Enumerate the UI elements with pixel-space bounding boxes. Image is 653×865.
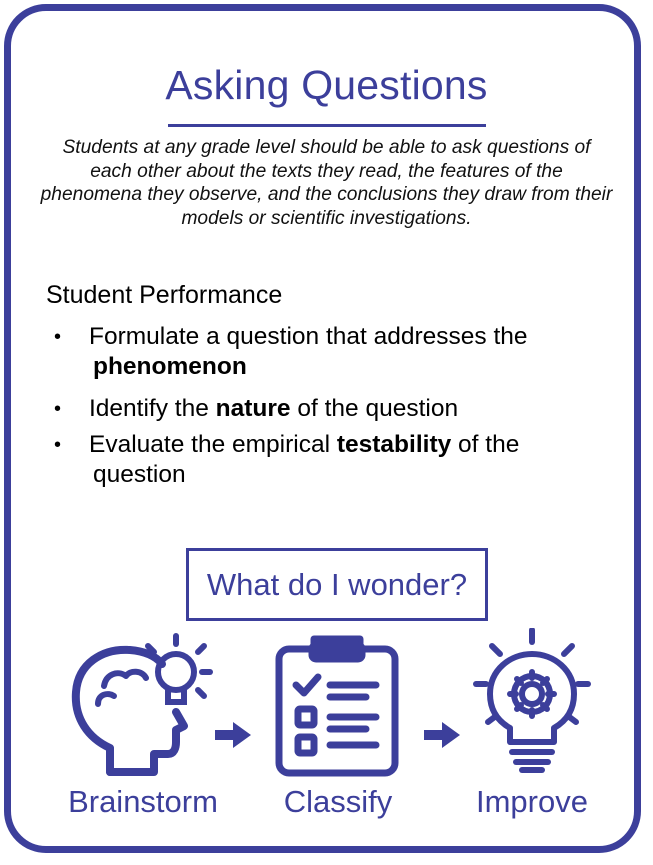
list-item bbox=[54, 394, 458, 424]
right-arrow-icon bbox=[424, 722, 460, 748]
section-heading: Student Performance bbox=[46, 281, 283, 309]
step-label-classify: Classify bbox=[283, 784, 393, 819]
bullet-text-after: of the question bbox=[290, 395, 459, 422]
clipboard-checklist-icon bbox=[274, 633, 400, 777]
step-label-improve: Improve bbox=[476, 784, 588, 819]
prompt-box bbox=[186, 548, 488, 621]
bullet-text-after: of the bbox=[451, 431, 520, 458]
bullet-text: Identify the bbox=[89, 395, 216, 422]
title-underline bbox=[168, 124, 486, 127]
bullet-dot: • bbox=[54, 398, 62, 420]
bullet-dot: • bbox=[54, 326, 62, 348]
bullet-text: Evaluate the empirical bbox=[89, 431, 337, 458]
bullet-bold: testability bbox=[336, 431, 452, 458]
bullet-bold: phenomenon bbox=[93, 353, 247, 380]
bullet-bold: nature bbox=[215, 395, 291, 422]
list-item bbox=[54, 322, 528, 382]
head-lightbulb-icon bbox=[64, 630, 214, 780]
page-title: Asking Questions bbox=[165, 62, 488, 108]
bullet-text: Formulate a question that addresses the bbox=[89, 323, 528, 350]
prompt-text: What do I wonder? bbox=[206, 567, 468, 602]
list-item bbox=[54, 430, 519, 490]
step-label-brainstorm: Brainstorm bbox=[68, 784, 218, 819]
intro-text: Students at any grade level should be able to ask questions of each other about the texts they read, the features of the phenomena they observe, and the conclusions they draw from their models or scientific investigations. bbox=[40, 137, 613, 229]
bullet-dot: • bbox=[54, 434, 62, 456]
bullet-text-line2: question bbox=[93, 461, 186, 488]
lightbulb-gear-icon bbox=[470, 628, 596, 780]
right-arrow-icon bbox=[215, 722, 251, 748]
